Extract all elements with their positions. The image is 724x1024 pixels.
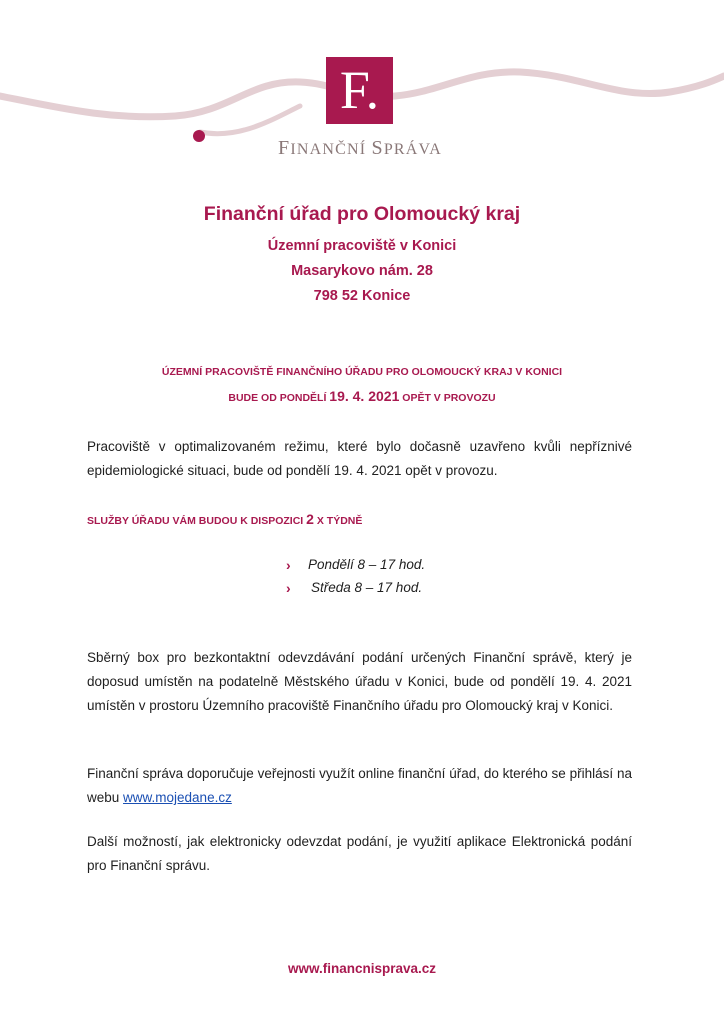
logo-letter: F.	[339, 60, 380, 120]
services-heading	[87, 511, 362, 527]
services-prefix: SLUŽBY ÚŘADU VÁM BUDOU K DISPOZICI	[87, 515, 307, 527]
wordmark-rest-1: INANČNÍ	[290, 141, 372, 158]
paragraph-online-office	[87, 762, 632, 810]
paragraph-online-text: Finanční správa doporučuje veřejnosti využít online finanční úřad, do kterého se přihlásí na webu	[87, 766, 632, 805]
office-title: Finanční úřad pro Olomoucký kraj	[203, 203, 521, 225]
chevron-right-icon: ›	[286, 557, 291, 573]
wordmark-cap-f: F	[278, 137, 291, 159]
services-suffix: X TÝDNĚ	[313, 515, 363, 527]
services-count: 2	[306, 511, 314, 527]
address-line-3: 798 52 Konice	[313, 288, 411, 304]
notice-line-1: ÚZEMNÍ PRACOVIŠTĚ FINANČNÍHO ÚŘADU PRO OLOMOUCKÝ KRAJ V KONICI	[161, 366, 563, 378]
mojedane-link[interactable]: www.mojedane.cz	[123, 790, 232, 805]
footer-website[interactable]: www.financnisprava.cz	[287, 961, 437, 976]
notice-line-2	[0, 388, 724, 404]
wordmark-cap-s: S	[371, 137, 384, 159]
list-item-wednesday: Středa 8 – 17 hod.	[311, 580, 423, 595]
notice-date: 19. 4. 2021	[329, 388, 400, 404]
address-line-1: Územní pracoviště v Konici	[267, 238, 457, 254]
paragraph-reopening: Pracoviště v optimalizovaném režimu, které bylo dočasně uzavřeno kvůli nepříznivé epidemiologické situaci, bude od pondělí 19. 4. 2021 opět v provozu.	[87, 439, 632, 478]
wave-dot	[193, 130, 205, 142]
paragraph-collection-box: Sběrný box pro bezkontaktní odevzdávání podání určených Finanční správě, který je doposud umístěn na podatelně Městského úřadu v Konici, bude od pondělí 19. 4. 2021 umístěn v prostoru Územního pracoviště Finančního úřadu pro Olomoucký kraj v Konici.	[87, 650, 632, 713]
logo-wordmark	[270, 137, 450, 160]
paragraph-electronic-filing: Další možností, jak elektronicky odevzdat podání, je využití aplikace Elektronická podání pro Finanční správu.	[87, 834, 632, 873]
list-item-monday: Pondělí 8 – 17 hod.	[308, 557, 426, 572]
notice-prefix: BUDE OD PONDĚLÍ	[228, 392, 330, 404]
notice-suffix: OPĚT V PROVOZU	[399, 392, 496, 404]
wordmark-rest-2: PRÁVA	[383, 141, 442, 158]
chevron-right-icon: ›	[286, 580, 291, 596]
address-line-2: Masarykovo nám. 28	[291, 263, 433, 279]
